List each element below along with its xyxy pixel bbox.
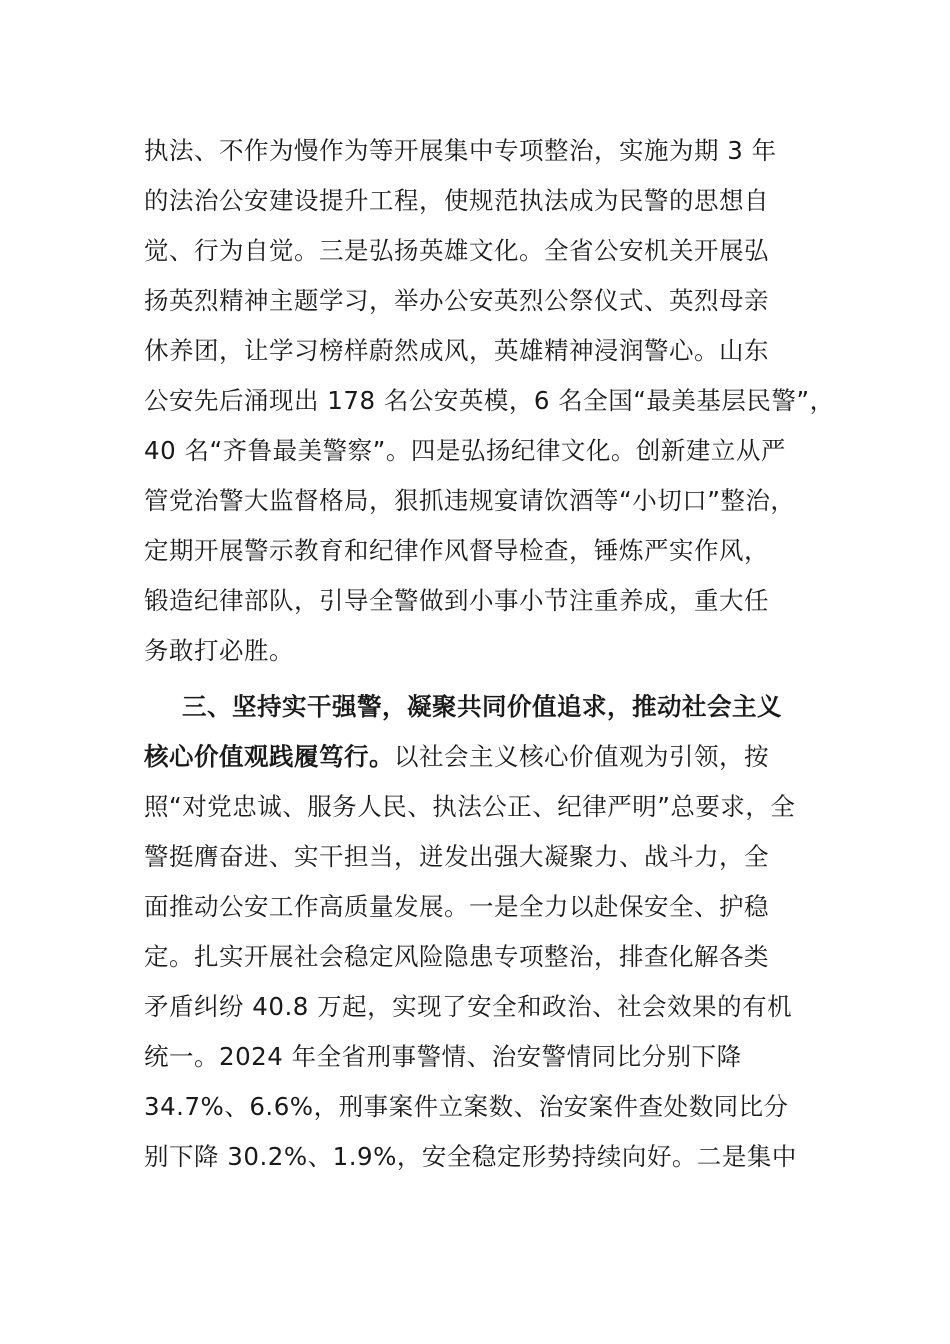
section-heading-line bbox=[182, 682, 824, 732]
section-heading-continued: 核心价值观践履笃行。 bbox=[144, 742, 394, 771]
paragraph-line: 统一。2024 年全省刑事警情、治安警情同比分别下降 bbox=[144, 1042, 742, 1071]
paragraph-line: 矛盾纠纷 40.8 万起，实现了安全和政治、社会效果的有机 bbox=[144, 992, 793, 1021]
paragraph-line: 34.7%、6.6%，刑事案件立案数、治安案件查处数同比分 bbox=[144, 1092, 789, 1121]
paragraph-line: 务敢打必胜。 bbox=[144, 636, 294, 665]
paragraph-line: 的法治公安建设提升工程，使规范执法成为民警的思想自 bbox=[144, 186, 769, 215]
paragraph-line bbox=[144, 732, 824, 782]
section-heading: 三、坚持实干强警，凝聚共同价值追求，推动社会主义 bbox=[182, 692, 782, 721]
paragraph-line: 扬英烈精神主题学习，举办公安英烈公祭仪式、英烈母亲 bbox=[144, 286, 769, 315]
paragraph-line: 别下降 30.2%、1.9%，安全稳定形势持续向好。二是集中 bbox=[144, 1142, 797, 1171]
paragraph-line: 执法、不作为慢作为等开展集中专项整治，实施为期 3 年 bbox=[144, 136, 777, 165]
paragraph-line: 定。扎实开展社会稳定风险隐患专项整治，排查化解各类 bbox=[144, 942, 769, 971]
paragraph-line: 照“对党忠诚、服务人民、执法公正、纪律严明”总要求，全 bbox=[144, 792, 796, 821]
paragraph-line: 40 名“齐鲁最美警察”。四是弘扬纪律文化。创新建立从严 bbox=[144, 436, 786, 465]
paragraph-line: 公安先后涌现出 178 名公安英模，6 名全国“最美基层民警”， bbox=[144, 386, 835, 415]
paragraph-line: 觉、行为自觉。三是弘扬英雄文化。全省公安机关开展弘 bbox=[144, 236, 769, 265]
paragraph-line: 定期开展警示教育和纪律作风督导检查，锤炼严实作风， bbox=[144, 536, 769, 565]
paragraph-text: 以社会主义核心价值观为引领，按 bbox=[394, 742, 769, 771]
paragraph-line: 管党治警大监督格局，狠抓违规宴请饮酒等“小切口”整治， bbox=[144, 486, 796, 515]
paragraph-line: 面推动公安工作高质量发展。一是全力以赴保安全、护稳 bbox=[144, 892, 769, 921]
paragraph-line: 警挺膺奋进、实干担当，迸发出强大凝聚力、战斗力，全 bbox=[144, 842, 769, 871]
paragraph-line: 休养团，让学习榜样蔚然成风，英雄精神浸润警心。山东 bbox=[144, 336, 769, 365]
paragraph-line: 锻造纪律部队，引导全警做到小事小节注重养成，重大任 bbox=[144, 586, 769, 615]
